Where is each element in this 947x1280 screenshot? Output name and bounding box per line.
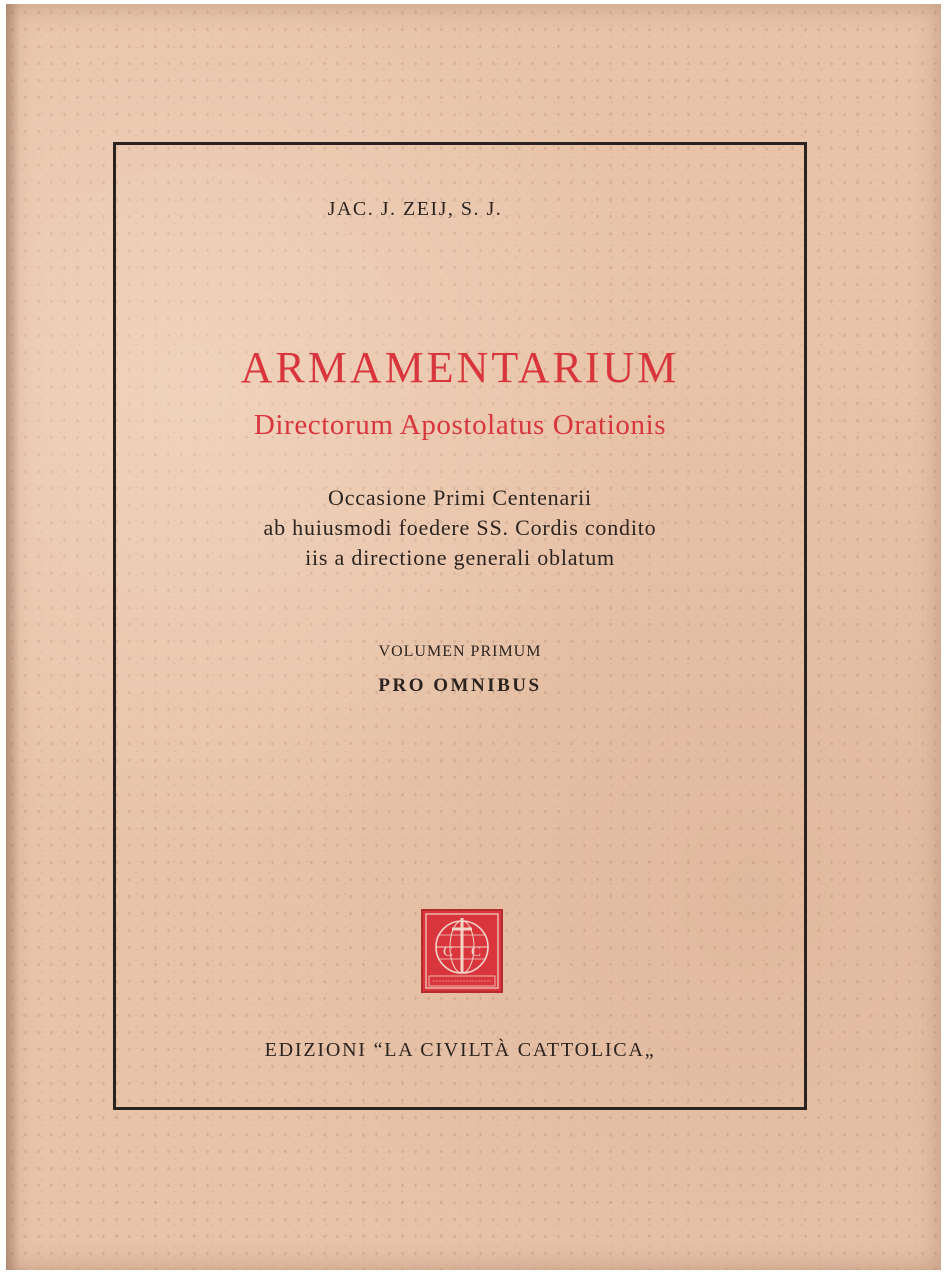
cross-globe-emblem-icon	[421, 909, 503, 993]
author-name: JAC. J. ZEIJ, S. J.	[327, 198, 503, 220]
svg-text:C: C	[470, 944, 482, 960]
book-title: ARMAMENTARIUM	[240, 343, 680, 392]
spine-edge	[6, 4, 20, 1270]
occasion-line-1: Occasione Primi Centenarii	[328, 485, 592, 510]
occasion-line-3: iis a directione generali oblatum	[305, 545, 615, 570]
volume-title: PRO OMNIBUS	[378, 675, 542, 696]
book-subtitle: Directorum Apostolatus Orationis	[253, 409, 667, 441]
cover-frame	[113, 142, 807, 1110]
occasion-line-2: ab huiusmodi foedere SS. Cordis condito	[263, 515, 657, 540]
publisher-name: EDIZIONI “LA CIVILTÀ CATTOLICA„	[264, 1039, 656, 1061]
volume-label: VOLUMEN PRIMUM	[378, 643, 542, 660]
svg-text:C: C	[442, 944, 454, 960]
